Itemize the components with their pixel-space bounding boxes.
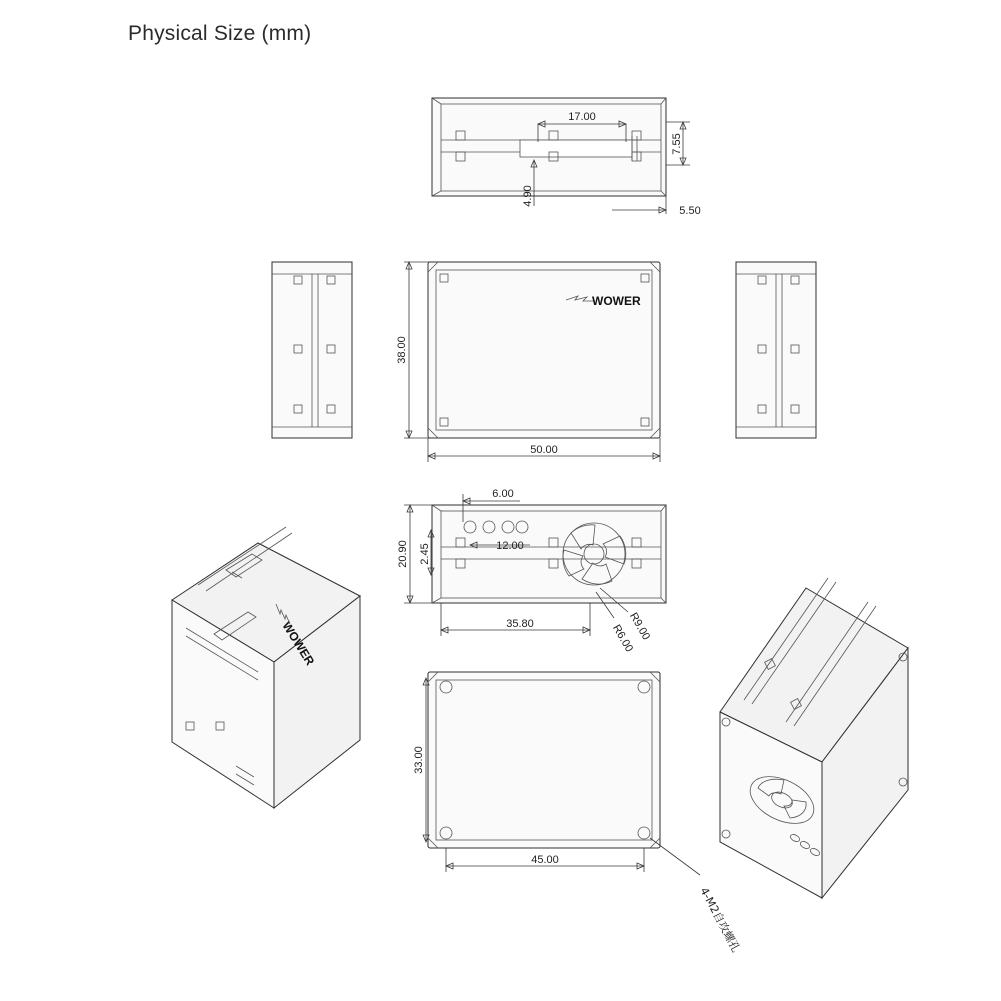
dim-35-80	[441, 603, 590, 636]
front-view	[396, 262, 660, 462]
iso-view-right	[720, 578, 908, 898]
bottom-view	[413, 672, 743, 955]
dim-45-00-label: 45.00	[531, 854, 559, 866]
dim-35-80-label: 35.80	[506, 618, 534, 630]
dim-38-00-label: 38.00	[396, 336, 408, 364]
dim-12-00-label: 12.00	[496, 540, 524, 552]
dim-5-50-label: 5.50	[679, 205, 701, 217]
dim-33-00-label: 33.00	[413, 746, 425, 774]
dim-33-00	[413, 678, 429, 842]
dim-45-00	[446, 848, 644, 872]
dim-r9-00-label: R9.00	[627, 610, 653, 643]
note-4-m2-label: 4-M2自攻螺孔	[697, 885, 743, 955]
dim-6-00-label: 6.00	[492, 488, 514, 500]
top-view	[432, 98, 701, 217]
iso-left-brand-label: WOWER	[279, 619, 318, 668]
dim-38-00	[396, 262, 430, 438]
rear-panel-view	[397, 488, 666, 654]
dim-2-45-label: 2.45	[419, 543, 431, 565]
dim-r6-00-label: R6.00	[610, 622, 636, 655]
note-4-m2	[650, 838, 743, 955]
brand-label: WOWER	[592, 294, 641, 308]
dim-7-55-label: 7.55	[671, 133, 683, 155]
dim-4-90-label: 4.90	[522, 185, 534, 207]
page-title: Physical Size (mm)	[128, 22, 312, 45]
dim-50-00-label: 50.00	[530, 444, 558, 456]
dim-7-55	[666, 122, 690, 165]
dim-20-90-label: 20.90	[397, 540, 409, 568]
dim-5-50	[612, 196, 701, 217]
dim-17-00-label: 17.00	[568, 111, 596, 123]
dim-50-00	[428, 438, 660, 462]
iso-view-left	[172, 527, 360, 808]
left-side-view	[272, 262, 352, 438]
right-side-view	[736, 262, 816, 438]
